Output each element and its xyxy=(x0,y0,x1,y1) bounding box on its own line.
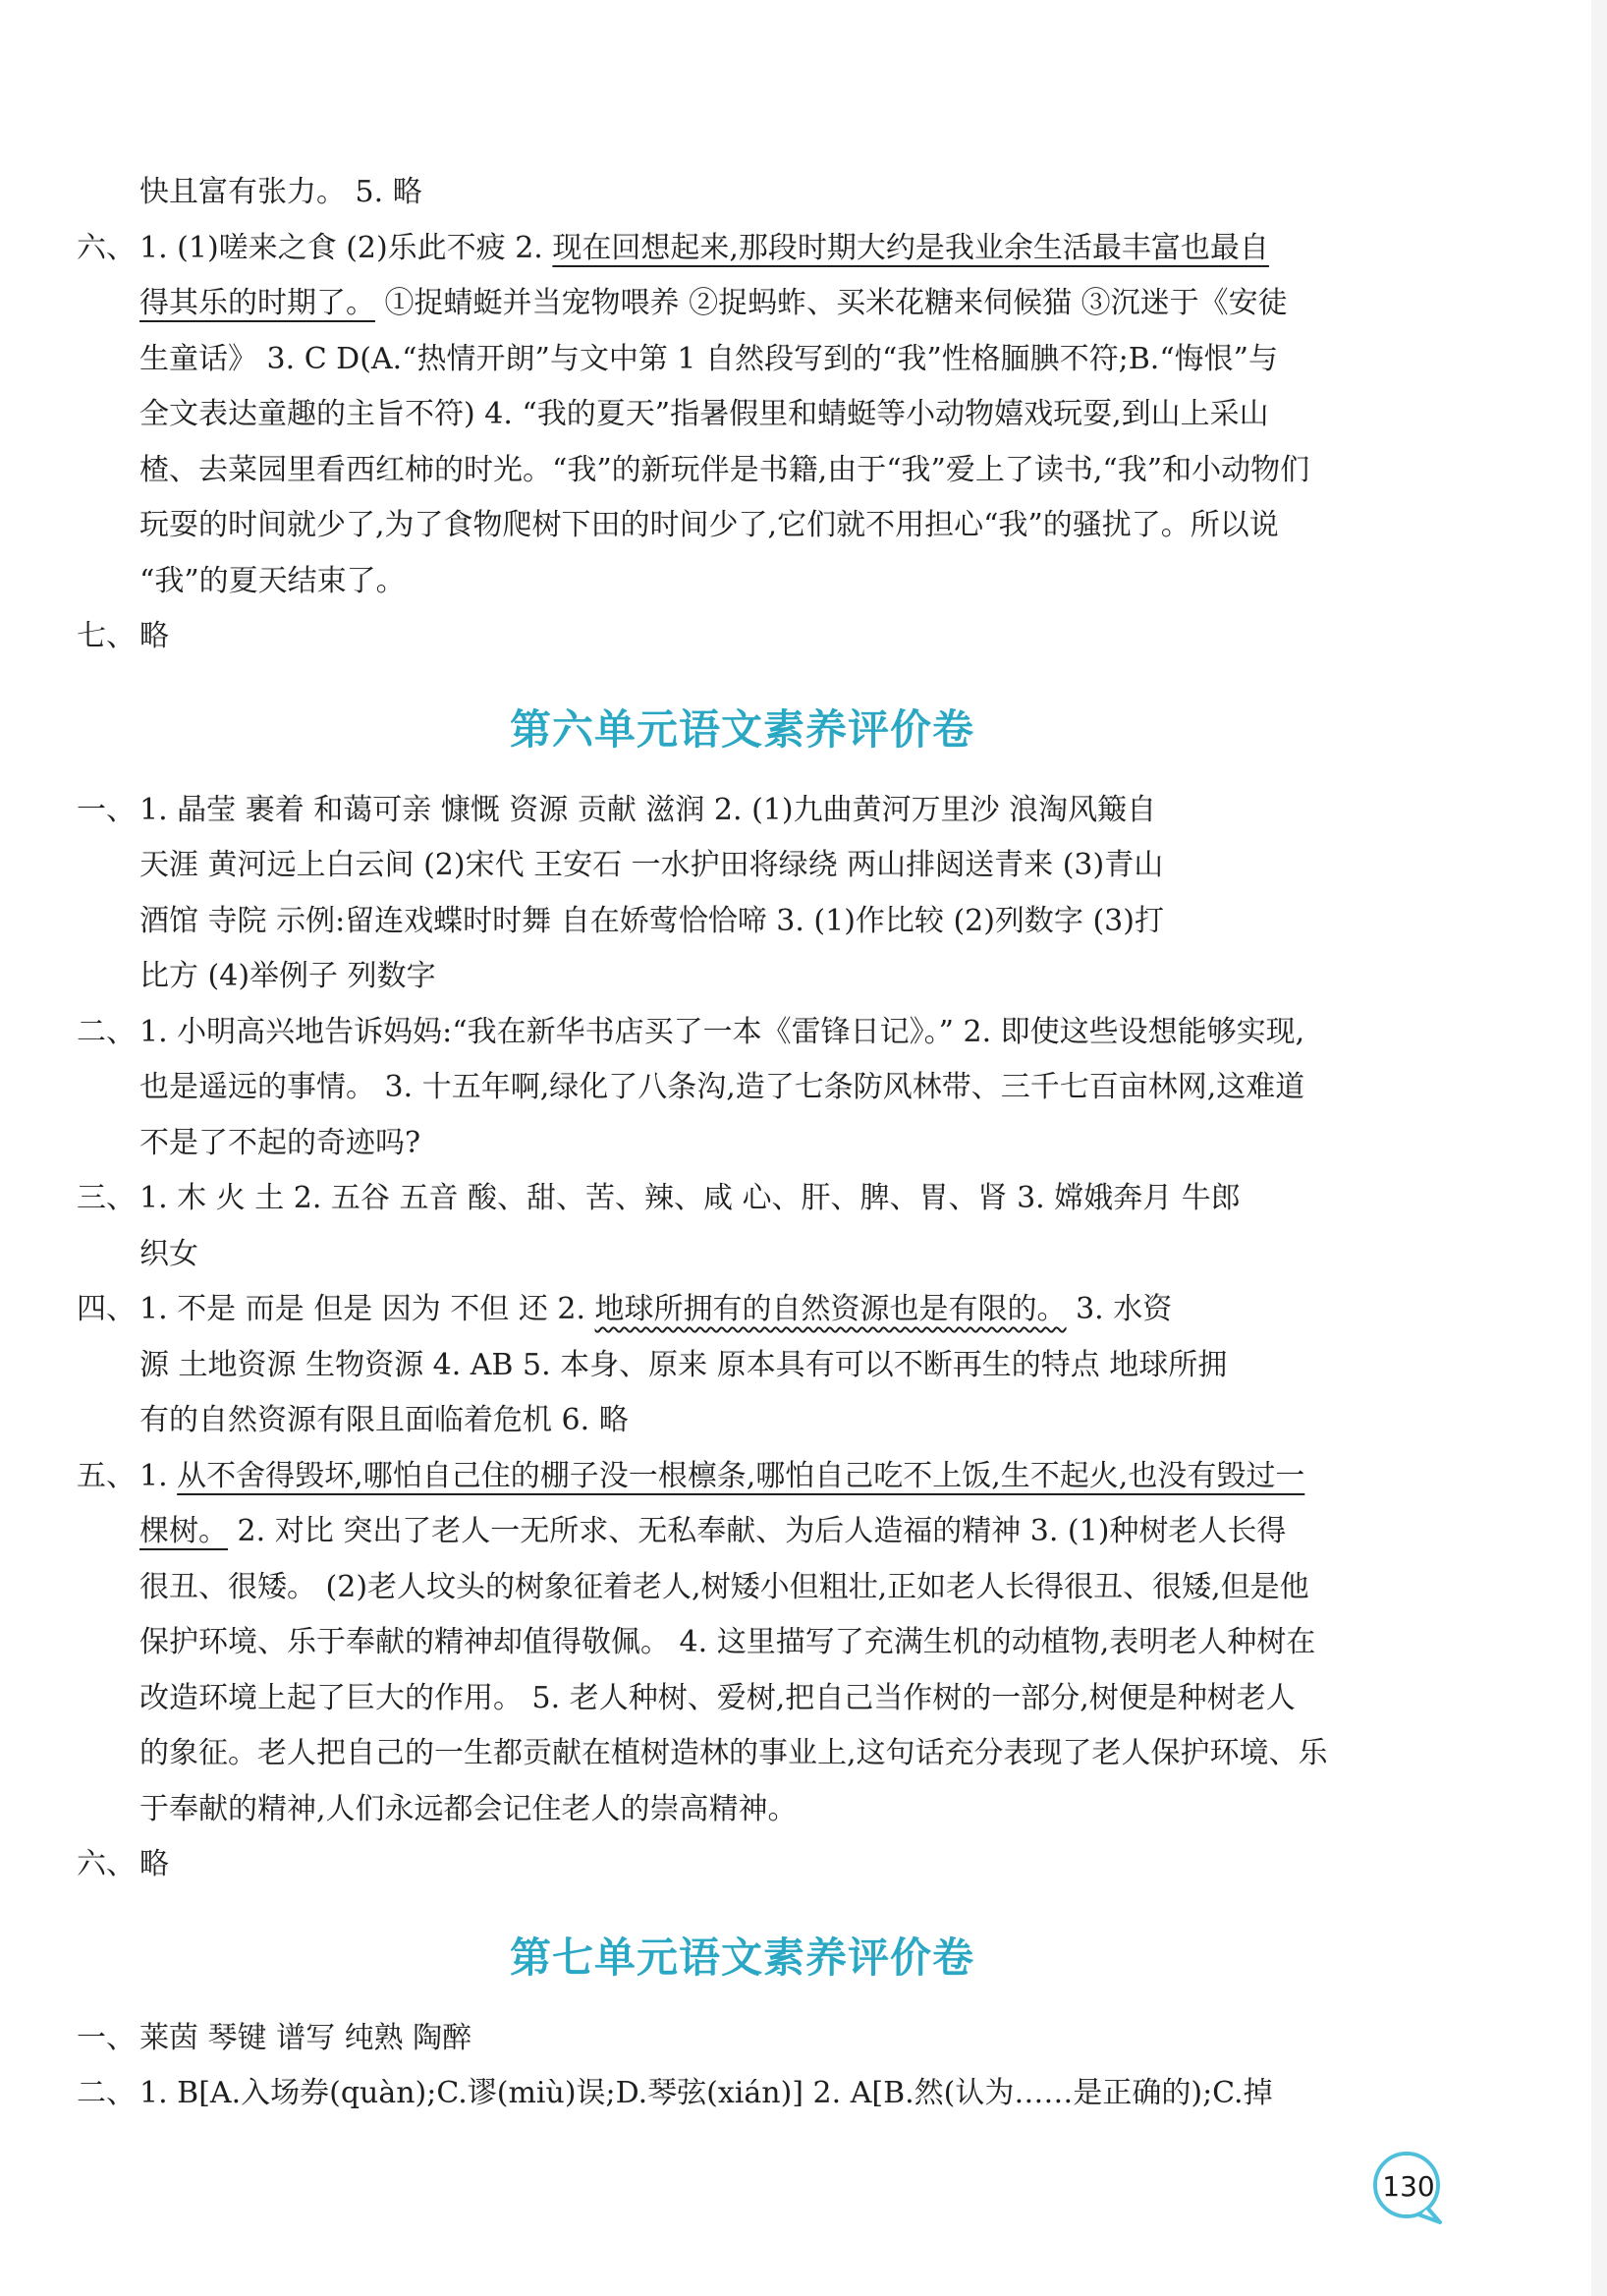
text-line: 的象征。老人把自己的一生都贡献在植树造林的事业上,这句话充分表现了老人保护环境、乐 xyxy=(139,1736,1328,1770)
page-number: 130 xyxy=(1382,2170,1435,2203)
text-span: ①捉蜻蜓并当宠物喂养 ②捉蚂蚱、买米花糖来伺候猫 ③沉迷于《安徒 xyxy=(375,286,1288,320)
question-two xyxy=(77,1005,1408,1172)
text-line: 全文表达童趣的主旨不符) 4. “我的夏天”指暑假里和蜻蜓等小动物嬉戏玩耍,到山上采山 xyxy=(139,397,1269,431)
section-body xyxy=(139,1449,1408,1838)
text-line: 源 土地资源 生物资源 4. AB 5. 本身、原来 原本具有可以不断再生的特点 地球所拥 xyxy=(139,1347,1228,1382)
underlined-answer: 从不舍得毁坏,哪怕自己住的棚子没一根檩条,哪怕自己吃不上饭,生不起火,也没有毁过一 xyxy=(177,1458,1305,1493)
section-label: 一、 xyxy=(77,2020,136,2055)
text-span: 3. 水资 xyxy=(1066,1292,1173,1326)
section-body xyxy=(139,1171,1408,1282)
text-line: 保护环境、乐于奉献的精神却值得敬佩。 4. 这里描写了充满生机的动植物,表明老人种树在 xyxy=(139,1625,1316,1659)
text-line: 1. 晶莹 裹着 和蔼可亲 慷慨 资源 贡献 滋润 2. (1)九曲黄河万里沙 浪淘风簸自 xyxy=(139,792,1157,827)
text-span: 1. 不是 而是 但是 因为 不但 还 2. xyxy=(139,1292,595,1326)
text-line xyxy=(139,1504,1408,1560)
section-seven xyxy=(77,609,1408,665)
page-content xyxy=(77,165,1408,2122)
question-five xyxy=(77,1449,1408,1838)
text-line xyxy=(139,1449,1408,1505)
section-label: 一、 xyxy=(77,792,136,827)
section-body xyxy=(139,783,1408,1005)
text-line xyxy=(139,1282,1408,1338)
text-line: 于奉献的精神,人们永远都会记住老人的崇高精神。 xyxy=(139,1791,798,1826)
question-two xyxy=(77,2066,1408,2122)
unit-title: 第七单元语文素养评价卷 xyxy=(509,1932,974,1982)
text-line: 天涯 黄河远上白云间 (2)宋代 王安石 一水护田将绿绕 两山排闼送青来 (3)青山 xyxy=(139,848,1164,882)
text-line: 1. 木 火 土 2. 五谷 五音 酸、甜、苦、辣、咸 心、肝、脾、胃、肾 3. 嫦娥奔月 牛郎 xyxy=(139,1181,1241,1215)
text-line xyxy=(139,221,1408,277)
question-six xyxy=(77,1837,1408,1893)
text-line: 酒馆 寺院 示例:留连戏蝶时时舞 自在娇莺恰恰啼 3. (1)作比较 (2)列数字 (3)打 xyxy=(139,903,1164,938)
section-body xyxy=(139,221,1408,610)
section-six xyxy=(77,221,1408,610)
text-span: 2. 对比 突出了老人一无所求、无私奉献、为后人造福的精神 3. (1)种树老人长得 xyxy=(228,1514,1287,1548)
text-line: 改造环境上起了巨大的作用。 5. 老人种树、爱树,把自己当作树的一部分,树便是种树老人 xyxy=(139,1680,1296,1715)
section-label: 六、 xyxy=(77,230,136,265)
question-three xyxy=(77,1171,1408,1282)
section-label: 二、 xyxy=(77,2076,136,2110)
text-line: 楂、去菜园里看西红柿的时光。“我”的新玩伴是书籍,由于“我”爱上了读书,“我”和小动物们 xyxy=(139,452,1310,487)
text-span: 1. (1)嗟来之食 (2)乐此不疲 2. xyxy=(139,230,553,265)
text-line: 1. B[A.入场券(quàn);C.谬(miù)误;D.琴弦(xián)] 2. A[B.然(认为……是正确的);C.掉 xyxy=(139,2076,1273,2110)
text-line: 织女 xyxy=(139,1236,198,1271)
text-line: 莱茵 琴键 谱写 纯熟 陶醉 xyxy=(139,2020,472,2055)
text-line: 很丑、很矮。 (2)老人坟头的树象征着老人,树矮小但粗壮,正如老人长得很丑、很矮,但是他 xyxy=(139,1569,1309,1604)
underlined-answer: 棵树。 xyxy=(139,1514,228,1548)
question-four xyxy=(77,1282,1408,1449)
section-label: 四、 xyxy=(77,1292,136,1326)
section-body xyxy=(139,1282,1408,1449)
text-line: “我”的夏天结束了。 xyxy=(139,563,406,598)
question-one xyxy=(77,783,1408,1005)
text-line: 生童话》 3. C D(A.“热情开朗”与文中第 1 自然段写到的“我”性格腼腆不符;B.“悔恨”与 xyxy=(139,341,1279,376)
text-line: 有的自然资源有限且面临着危机 6. 略 xyxy=(139,1403,629,1437)
section-label: 六、 xyxy=(77,1847,136,1881)
question-one xyxy=(77,2011,1408,2067)
text-line: 略 xyxy=(139,619,169,653)
text-line xyxy=(139,276,1408,332)
unit-title: 第六单元语文素养评价卷 xyxy=(509,704,974,754)
text-line: 玩耍的时间就少了,为了食物爬树下田的时间少了,它们就不用担心“我”的骚扰了。所以说 xyxy=(139,508,1279,542)
underlined-answer: 得其乐的时期了。 xyxy=(139,286,375,320)
page-number-badge xyxy=(1369,2150,1448,2228)
text-line: 不是了不起的奇迹吗? xyxy=(139,1125,421,1160)
section-label: 二、 xyxy=(77,1014,136,1049)
section-body xyxy=(139,1005,1408,1172)
text-line: 1. 小明高兴地告诉妈妈:“我在新华书店买了一本《雷锋日记》。” 2. 即使这些设想能够实现, xyxy=(139,1014,1305,1049)
text-line: 比方 (4)举例子 列数字 xyxy=(139,959,436,993)
text-line: 也是遥远的事情。 3. 十五年啊,绿化了八条沟,造了七条防风林带、三千七百亩林网,这难道 xyxy=(139,1070,1305,1104)
wavy-underlined-answer: 地球所拥有的自然资源也是有限的。 xyxy=(594,1292,1067,1326)
text-line: 略 xyxy=(139,1847,169,1881)
section-label: 三、 xyxy=(77,1181,136,1215)
text-line: 快且富有张力。 5. 略 xyxy=(139,175,422,209)
text-span: 1. xyxy=(139,1458,178,1493)
underlined-answer: 现在回想起来,那段时期大约是我业余生活最丰富也最自 xyxy=(552,230,1269,265)
section-label: 五、 xyxy=(77,1458,136,1493)
section-label: 七、 xyxy=(77,619,136,653)
